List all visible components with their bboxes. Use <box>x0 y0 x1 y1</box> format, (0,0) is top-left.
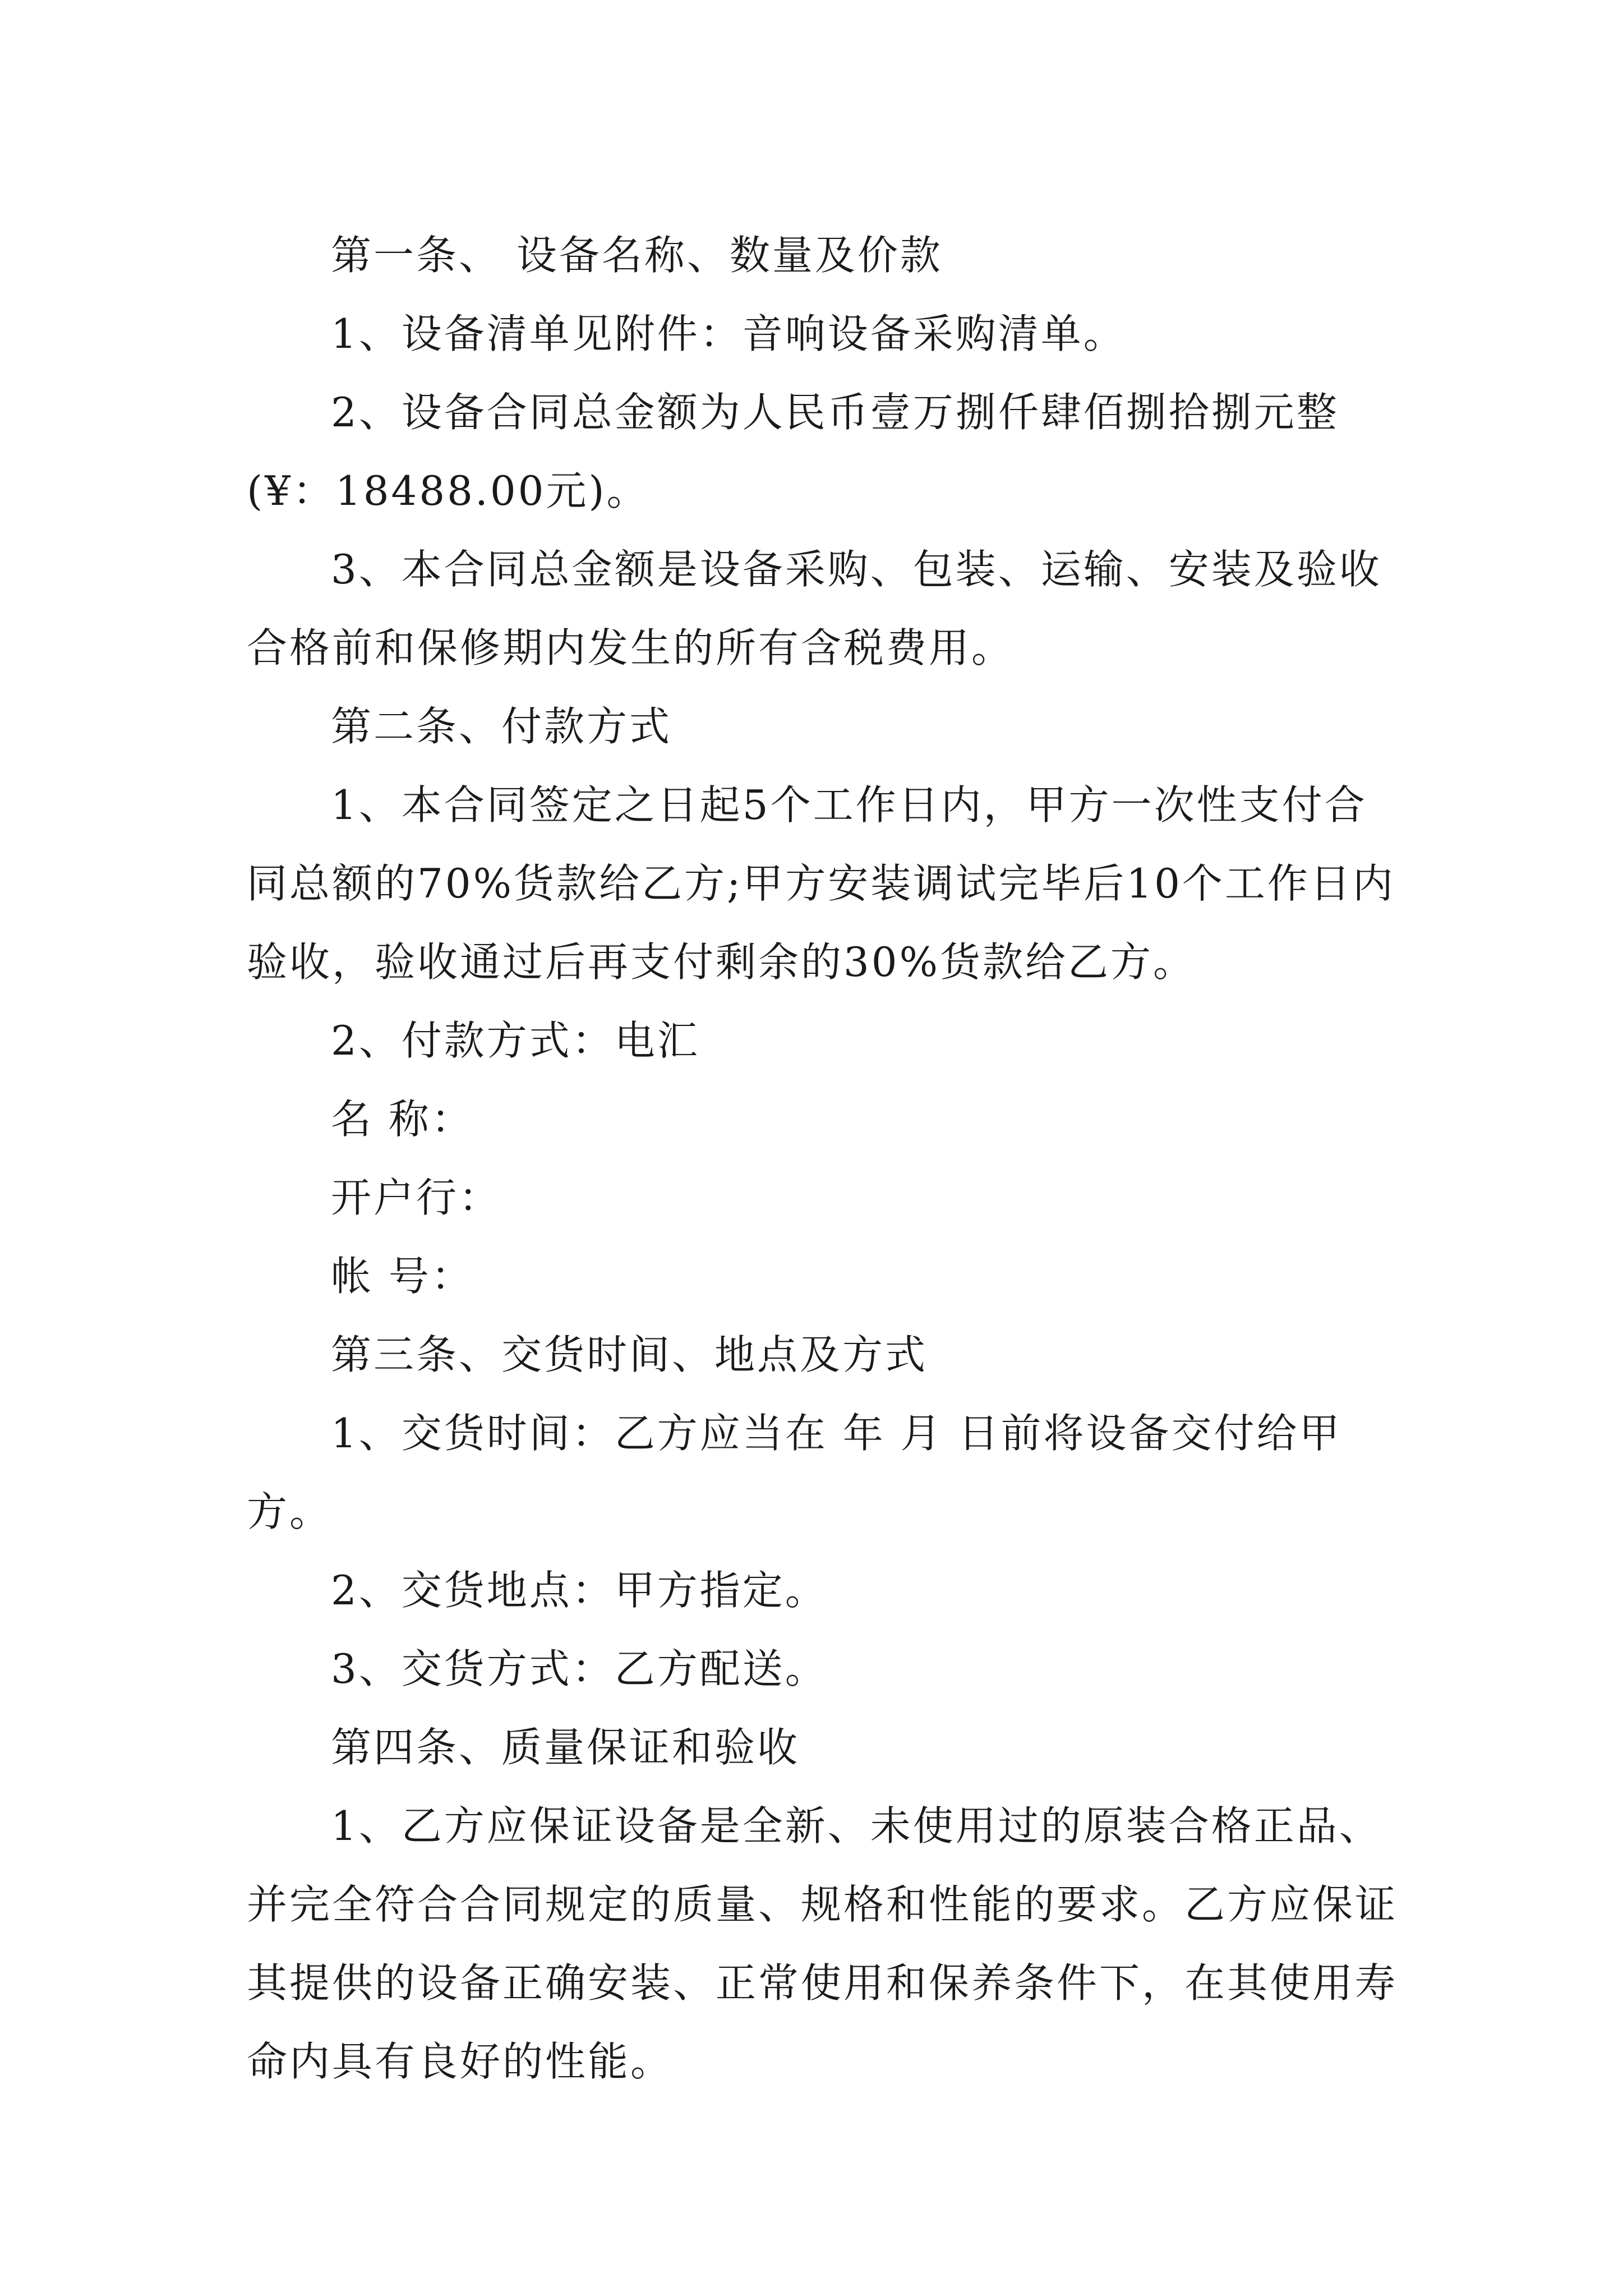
article-2-paragraph-2: 2、付款方式：电汇 <box>331 1017 700 1064</box>
article-3-paragraph-3: 3、交货方式：乙方配送。 <box>331 1645 828 1692</box>
payee-name-field: 名 称： <box>331 1096 474 1143</box>
article-3-paragraph-1: 1、交货时间：乙方应当在 年 月 日前将设备交付给甲方。 <box>247 1410 1342 1535</box>
article-3-paragraph-2: 2、交货地点：甲方指定。 <box>331 1567 828 1614</box>
article-1-paragraph-1: 1、设备清单见附件：音响设备采购清单。 <box>331 310 1126 357</box>
article-3-heading: 第三条、交货时间、地点及方式 <box>331 1331 928 1378</box>
article-1-paragraph-3: 3、本合同总金额是设备采购、包装、运输、安装及验收合格前和保修期内发生的所有含税费用。 <box>247 546 1382 671</box>
document-body <box>247 216 1402 2101</box>
bank-field: 开户行： <box>331 1174 502 1221</box>
article-2-heading: 第二条、付款方式 <box>331 703 672 750</box>
article-2-paragraph-1: 1、本合同签定之日起5个工作日内，甲方一次性支付合同总额的70%货款给乙方;甲方安装调试完毕后10个工作日内验收，验收通过后再支付剩余的30%货款给乙方。 <box>247 781 1395 986</box>
article-4-paragraph-1: 1、乙方应保证设备是全新、未使用过的原装合格正品、并完全符合合同规定的质量、规格和性能的要求。乙方应保证其提供的设备正确安装、正常使用和保养条件下，在其使用寿命内具有良好的性能。 <box>247 1802 1398 2085</box>
article-1-heading: 第一条、 设备名称、数量及价款 <box>331 232 943 279</box>
account-number-field: 帐 号： <box>331 1253 474 1300</box>
article-4-heading: 第四条、质量保证和验收 <box>331 1724 800 1771</box>
article-1-paragraph-2: 2、设备合同总金额为人民币壹万捌仟肆佰捌拾捌元整(¥：18488.00元)。 <box>247 389 1339 514</box>
